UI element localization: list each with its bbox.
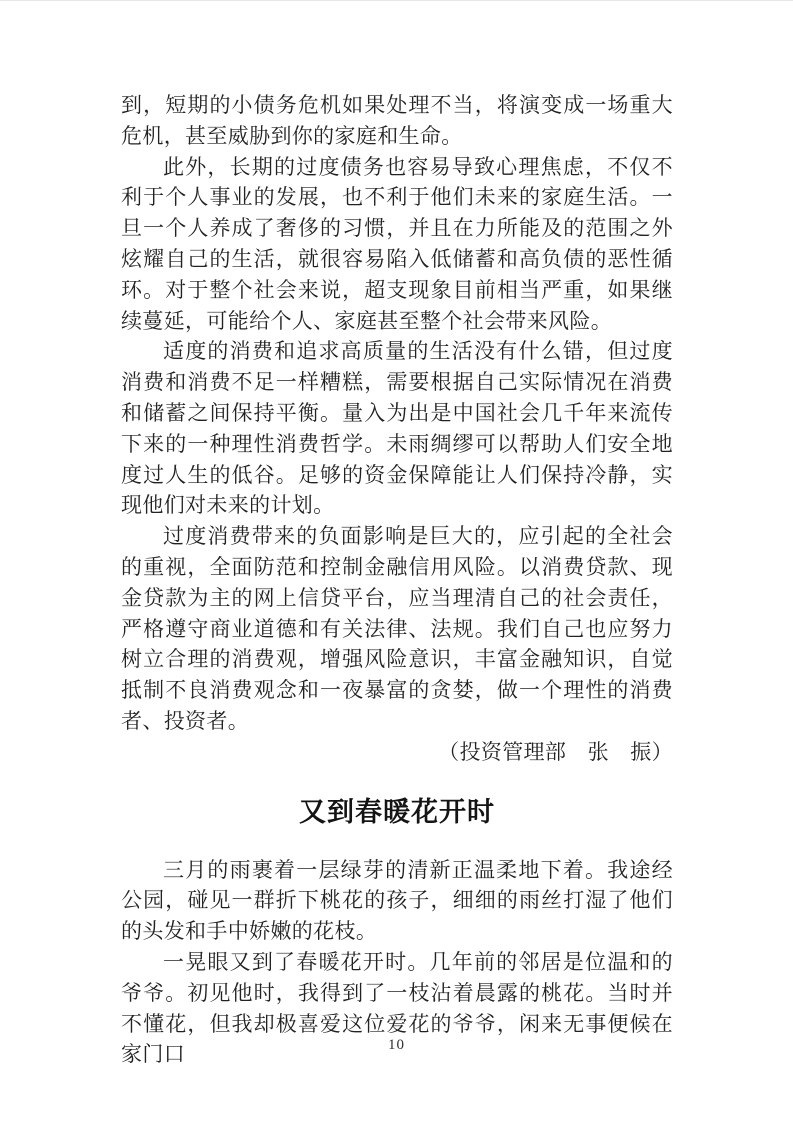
page-number: 10 [388,1037,405,1053]
paragraph-debt-crisis-continuation: 到，短期的小债务危机如果处理不当，将演变成一场重大危机，甚至威胁到你的家庭和生命。 [121,93,673,148]
paragraph-neighbor-grandpa: 一晃眼又到了春暖花开时。几年前的邻居是位温和的爷爷。初见他时，我得到了一枝沾着晨露的桃花。当时并不懂花，但我却极喜爱这位爱花的爷爷，闲来无事便候在家门口 [121,949,673,1067]
paragraph-long-term-debt: 此外，长期的过度债务也容易导致心理焦虑，不仅不利于个人事业的发展，也不利于他们未来的家庭生活。一旦一个人养成了奢侈的习惯，并且在力所能及的范围之外炫耀自己的生活，就很容易陷入低储蓄和高负债的恶性循环。对于整个社会来说，超支现象目前相当严重，如果继续蔓延，可能给个人、家庭甚至整个社会带来风险。 [121,154,673,333]
article-title: 又到春暖花开时 [299,796,495,827]
attribution-line: （投资管理部 张 振） [438,739,673,764]
paragraph-march-rain: 三月的雨裹着一层绿芽的清新正温柔地下着。我途经公园，碰见一群折下桃花的孩子，细细的雨丝打湿了他们的头发和手中娇嫩的花枝。 [121,857,673,944]
text-block [121,90,673,1070]
paragraph-negative-impact: 过度消费带来的负面影响是巨大的，应引起的全社会的重视，全面防范和控制金融信用风险。以消费贷款、现金贷款为主的网上信贷平台，应当理清自己的社会责任，严格遵守商业道德和有关法律、法规。我们自己也应努力树立合理的消费观，增强风险意识，丰富金融知识，自觉抵制不良消费观念和一夜暴富的贪婪，做一个理性的消费者、投资者。 [121,524,673,733]
paragraph-moderate-consumption: 适度的消费和追求高质量的生活没有什么错，但过度消费和消费不足一样糟糕，需要根据自己实际情况在消费和储蓄之间保持平衡。量入为出是中国社会几千年来流传下来的一种理性消费哲学。未雨绸缪可以帮助人们安全地度过人生的低谷。足够的资金保障能让人们保持冷静，实现他们对未来的计划。 [121,339,673,518]
